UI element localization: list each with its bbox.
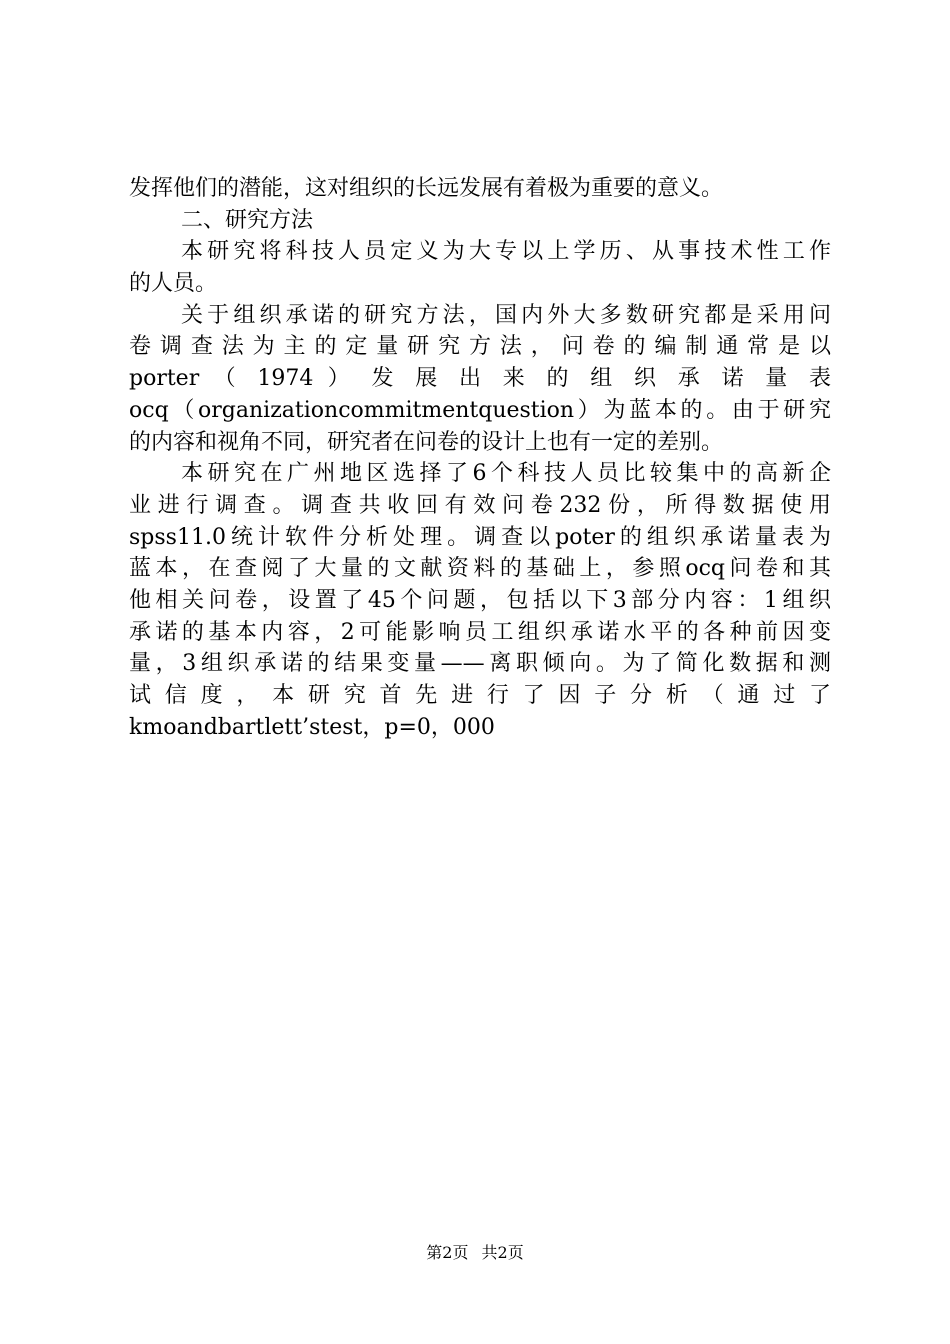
text-line: 量，3组织承诺的结果变量——离职倾向。为了简化数据和测 [129,651,831,677]
text-line: 关于组织承诺的研究方法，国内外大多数研究都是采用问 [181,302,831,328]
text-line: 的内容和视角不同，研究者在问卷的设计上也有一定的差别。 [129,429,724,455]
text-line: 二、研究方法 [181,207,314,233]
text-line: 业进行调查。调查共收回有效问卷232份，所得数据使用 [129,492,831,518]
page-footer [0,1243,950,1263]
text-line: 本研究将科技人员定义为大专以上学历、从事技术性工作 [181,239,831,265]
text-line: porter （ 1974 ） 发 展 出 来 的 组 织 承 诺 量 表 [129,366,831,392]
text-line: 他相关问卷，设置了45个问题，包括以下3部分内容：1组织 [129,587,831,613]
text-line: 承诺的基本内容，2可能影响员工组织承诺水平的各种前因变 [129,619,831,645]
text-line: ocq（organizationcommitmentquestion）为蓝本的。由于研究 [129,397,831,423]
text-line: 试信度，本研究首先进行了因子分析（通过了 [129,683,831,708]
page-number: 第2页 [426,1243,469,1262]
text-line: 卷调查法为主的定量研究方法，问卷的编制通常是以 [129,334,831,360]
text-line: 蓝本，在查阅了大量的文献资料的基础上，参照ocq问卷和其 [129,556,831,582]
text-line: 本研究在广州地区选择了6个科技人员比较集中的高新企 [181,461,831,487]
page-total: 共2页 [481,1243,524,1262]
text-line: 发挥他们的潜能，这对组织的长远发展有着极为重要的意义。 [129,176,724,201]
text-line: 的人员。 [129,271,218,297]
body-text [129,173,831,743]
text-line: kmoandbartlett’stest，p=0，000 [129,714,495,740]
text-line: spss11.0统计软件分析处理。调查以poter的组织承诺量表为 [129,524,831,550]
